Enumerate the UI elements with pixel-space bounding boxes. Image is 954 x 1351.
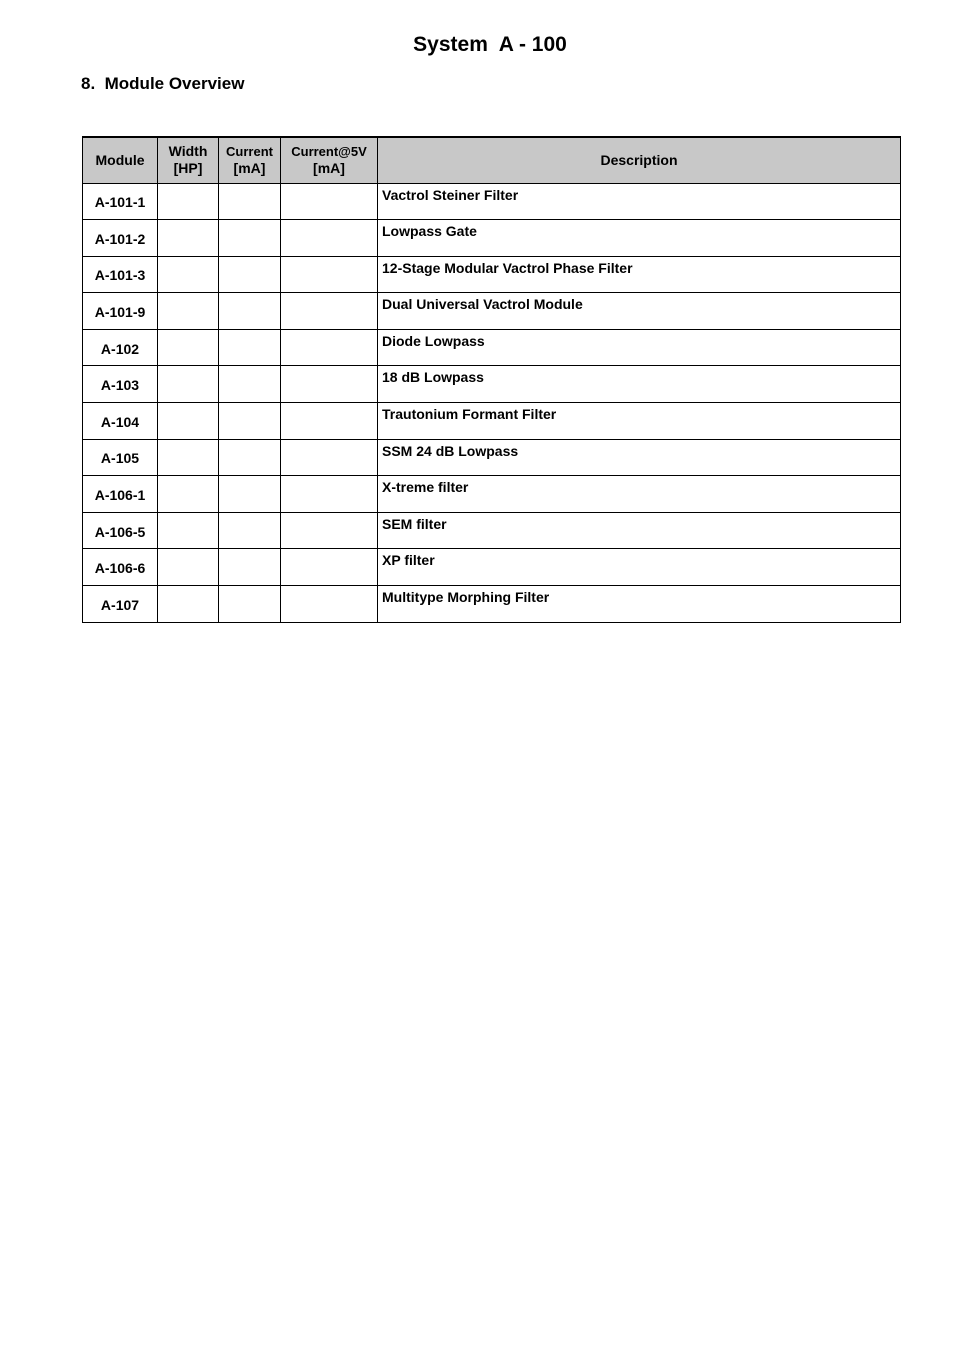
table-header-row bbox=[83, 137, 901, 183]
header-current bbox=[219, 137, 281, 183]
description-cell: SEM filter bbox=[378, 512, 901, 549]
section-heading: 8. Module Overview bbox=[81, 74, 245, 93]
current-cell bbox=[219, 586, 281, 623]
module-cell: A-105 bbox=[83, 439, 158, 476]
header-description-label: Description bbox=[600, 151, 678, 168]
width-cell bbox=[158, 586, 219, 623]
width-cell bbox=[158, 293, 219, 330]
table-row bbox=[83, 256, 901, 293]
header-module-label: Module bbox=[95, 151, 145, 168]
current-5v-cell bbox=[281, 476, 378, 513]
description-cell: XP filter bbox=[378, 549, 901, 586]
current-5v-cell bbox=[281, 220, 378, 257]
current-cell bbox=[219, 256, 281, 293]
current-5v-cell bbox=[281, 586, 378, 623]
current-5v-cell bbox=[281, 293, 378, 330]
width-cell bbox=[158, 512, 219, 549]
description-cell: Multitype Morphing Filter bbox=[378, 586, 901, 623]
header-width-label: Width bbox=[168, 143, 208, 160]
table-body bbox=[83, 183, 901, 622]
current-cell bbox=[219, 293, 281, 330]
current-5v-cell bbox=[281, 512, 378, 549]
description-cell: X-treme filter bbox=[378, 476, 901, 513]
header-current-5v bbox=[281, 137, 378, 183]
module-cell: A-101-1 bbox=[83, 183, 158, 220]
current-5v-cell bbox=[281, 403, 378, 440]
width-cell bbox=[158, 403, 219, 440]
current-5v-cell bbox=[281, 256, 378, 293]
header-width-unit: [HP] bbox=[173, 160, 203, 177]
current-cell bbox=[219, 329, 281, 366]
description-cell: SSM 24 dB Lowpass bbox=[378, 439, 901, 476]
module-cell: A-102 bbox=[83, 329, 158, 366]
document-title: System A - 100 bbox=[413, 33, 567, 56]
current-5v-cell bbox=[281, 366, 378, 403]
module-cell: A-106-5 bbox=[83, 512, 158, 549]
module-cell: A-103 bbox=[83, 366, 158, 403]
width-cell bbox=[158, 439, 219, 476]
description-cell: Lowpass Gate bbox=[378, 220, 901, 257]
header-module bbox=[83, 137, 158, 183]
module-cell: A-104 bbox=[83, 403, 158, 440]
table-row bbox=[83, 293, 901, 330]
description-cell: 12-Stage Modular Vactrol Phase Filter bbox=[378, 256, 901, 293]
module-cell: A-107 bbox=[83, 586, 158, 623]
header-current-5v-unit: [mA] bbox=[313, 160, 345, 177]
current-5v-cell bbox=[281, 183, 378, 220]
table-row bbox=[83, 403, 901, 440]
width-cell bbox=[158, 549, 219, 586]
header-current-label: Current bbox=[226, 144, 273, 160]
table-row bbox=[83, 476, 901, 513]
table-row bbox=[83, 586, 901, 623]
header-width bbox=[158, 137, 219, 183]
description-cell: Vactrol Steiner Filter bbox=[378, 183, 901, 220]
module-cell: A-101-9 bbox=[83, 293, 158, 330]
current-5v-cell bbox=[281, 329, 378, 366]
module-cell: A-101-2 bbox=[83, 220, 158, 257]
current-cell bbox=[219, 439, 281, 476]
module-overview-table bbox=[82, 136, 901, 623]
width-cell bbox=[158, 183, 219, 220]
table-row bbox=[83, 220, 901, 257]
current-cell bbox=[219, 549, 281, 586]
table-row bbox=[83, 183, 901, 220]
table-row bbox=[83, 512, 901, 549]
current-5v-cell bbox=[281, 439, 378, 476]
header-current-5v-label: Current@5V bbox=[291, 144, 367, 160]
current-cell bbox=[219, 403, 281, 440]
description-cell: 18 dB Lowpass bbox=[378, 366, 901, 403]
module-cell: A-106-6 bbox=[83, 549, 158, 586]
current-cell bbox=[219, 220, 281, 257]
width-cell bbox=[158, 366, 219, 403]
current-cell bbox=[219, 512, 281, 549]
description-cell: Diode Lowpass bbox=[378, 329, 901, 366]
description-cell: Dual Universal Vactrol Module bbox=[378, 293, 901, 330]
current-cell bbox=[219, 476, 281, 513]
table-row bbox=[83, 366, 901, 403]
description-cell: Trautonium Formant Filter bbox=[378, 403, 901, 440]
module-cell: A-106-1 bbox=[83, 476, 158, 513]
width-cell bbox=[158, 220, 219, 257]
current-cell bbox=[219, 366, 281, 403]
header-current-unit: [mA] bbox=[233, 160, 266, 177]
current-5v-cell bbox=[281, 549, 378, 586]
width-cell bbox=[158, 476, 219, 513]
table-row bbox=[83, 439, 901, 476]
module-cell: A-101-3 bbox=[83, 256, 158, 293]
width-cell bbox=[158, 329, 219, 366]
table-row bbox=[83, 549, 901, 586]
table-row bbox=[83, 329, 901, 366]
header-description bbox=[378, 137, 901, 183]
width-cell bbox=[158, 256, 219, 293]
current-cell bbox=[219, 183, 281, 220]
